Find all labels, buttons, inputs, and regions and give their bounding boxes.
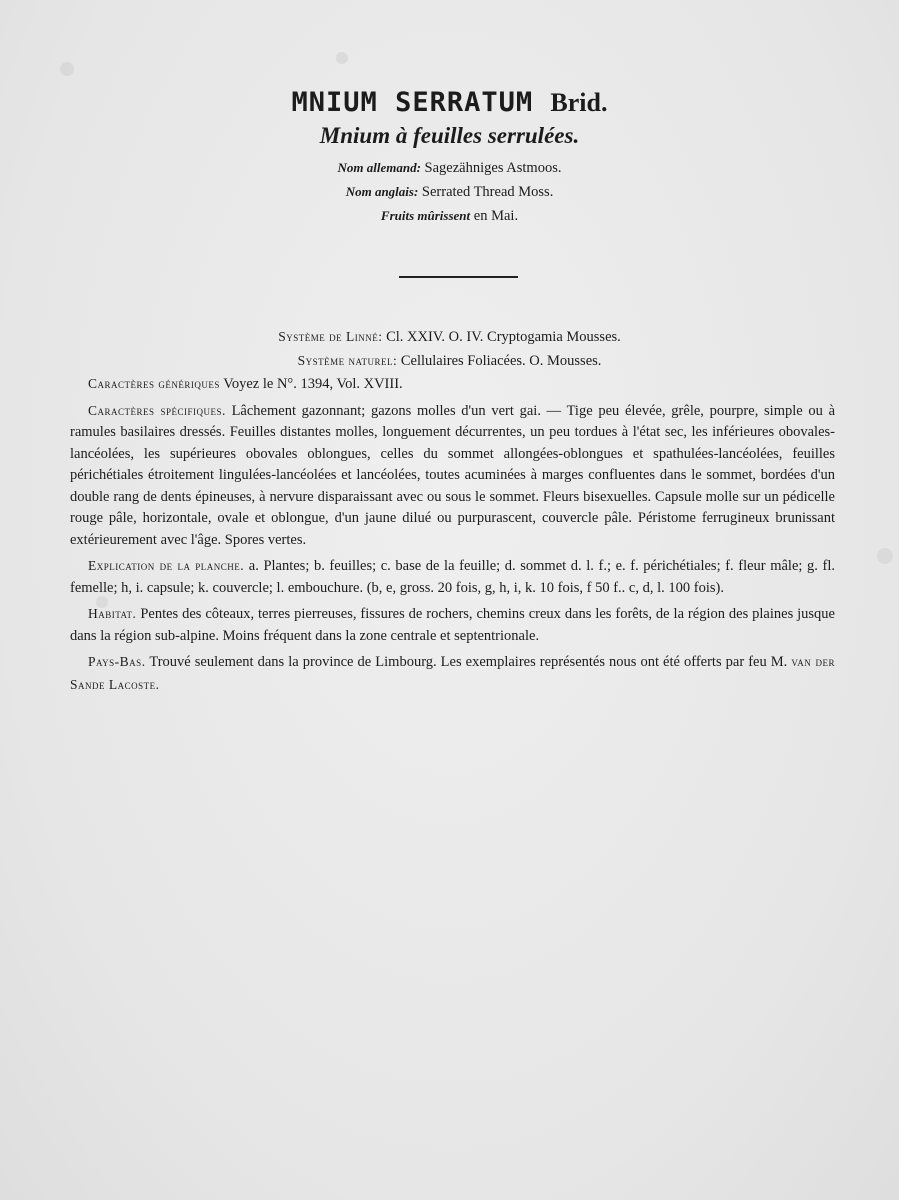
plate-explanation-paragraph <box>70 555 835 599</box>
species-title <box>0 86 899 120</box>
naturel-value: Cellulaires Foliacées. O. Mousses. <box>400 353 602 369</box>
common-names <box>0 156 899 228</box>
natural-system-line <box>0 349 899 373</box>
paysbas-label: Pays-Bas. <box>88 654 146 669</box>
netherlands-paragraph <box>70 651 835 696</box>
linne-value: Cl. XXIV. O. IV. Cryptogamia Mousses. <box>386 329 621 345</box>
fruits-value: en Mai. <box>473 208 519 224</box>
habitat-paragraph <box>70 603 835 647</box>
collector-name: van der Sande Lacoste. <box>70 654 835 692</box>
paper-spot <box>877 548 893 564</box>
german-label: Nom allemand: <box>337 160 421 175</box>
fruits-label: Fruits mûrissent <box>380 208 471 223</box>
generic-characters-paragraph <box>70 373 835 396</box>
species-name: MNIUM SERRATUM <box>291 87 534 118</box>
german-name-line <box>0 156 899 180</box>
generiques-label: Caractères génériques <box>88 376 220 391</box>
explication-label: Explication de la planche. <box>88 558 245 573</box>
fruits-line <box>0 204 899 228</box>
paper-spot <box>60 62 74 76</box>
classification-systems <box>0 325 899 373</box>
naturel-label: Système naturel: <box>297 353 398 368</box>
header <box>0 86 899 228</box>
paysbas-text: Trouvé seulement dans la province de Limbourg. Les exemplaires représentés nous ont été offerts par feu M. <box>149 654 788 670</box>
english-name-line <box>0 180 899 204</box>
paper-spot <box>336 52 348 64</box>
german-value: Sagezähniges Astmoos. <box>424 160 562 176</box>
linne-system-line <box>0 325 899 349</box>
species-author: Brid. <box>550 88 608 117</box>
habitat-label: Habitat. <box>88 606 137 621</box>
english-label: Nom anglais: <box>345 184 419 199</box>
habitat-text: Pentes des côteaux, terres pierreuses, fissures de rochers, chemins creux dans les forêts, de la région des plaines jusque dans la région sub-alpine. Moins fréquent dans la zone centrale et septentrionale. <box>70 606 835 644</box>
specific-characters-paragraph <box>70 400 835 552</box>
description-body <box>70 373 835 700</box>
divider-rule <box>399 276 518 278</box>
linne-label: Système de Linné: <box>278 329 383 344</box>
french-name: Mnium à feuilles serrulées. <box>319 123 580 148</box>
specifiques-label: Caractères spécifiques. <box>88 402 226 418</box>
specifiques-text: Lâchement gazonnant; gazons molles d'un vert gai. — Tige peu élevée, grêle, pourpre, simple ou à ramules basilaires dressés. Feuilles distantes molles, longuement décurrentes, un peu tordues à l'état sec, les inférieures obovales-lancéolées, les supérieures obovales oblongues, celles du sommet allongées-oblongues et spathulées-lancéolées, feuilles périchétiales étroitement lingulées-lancéolées et lancéolées, toutes acuminées à marges confluentes dans le sommet, bordées d'un double rang de dents épineuses, à nervure disparaissant avec ou sous le sommet. Fleurs bisexuelles. Capsule molle sur un pédicelle rouge pâle, horizontale, ovale et oblongue, d'un jaune dilué ou purpurascent, couvercle pâle. Péristome ferrugineux brunissant extérieurement avec l'âge. Spores vertes. <box>70 402 836 548</box>
explication-text: a. Plantes; b. feuilles; c. base de la feuille; d. sommet d. l. f.; e. f. périchétiales; f. fleur mâle; g. fl. femelle; h, i. capsule; k. couvercle; l. embouchure. (b, e, gross. 20 fois, g, h, i, k. 10 fois, f 50 f.. c, d, l. 100 fois). <box>70 558 835 596</box>
generiques-text: Voyez le N°. 1394, Vol. XVIII. <box>223 376 403 392</box>
english-value: Serrated Thread Moss. <box>421 184 554 200</box>
